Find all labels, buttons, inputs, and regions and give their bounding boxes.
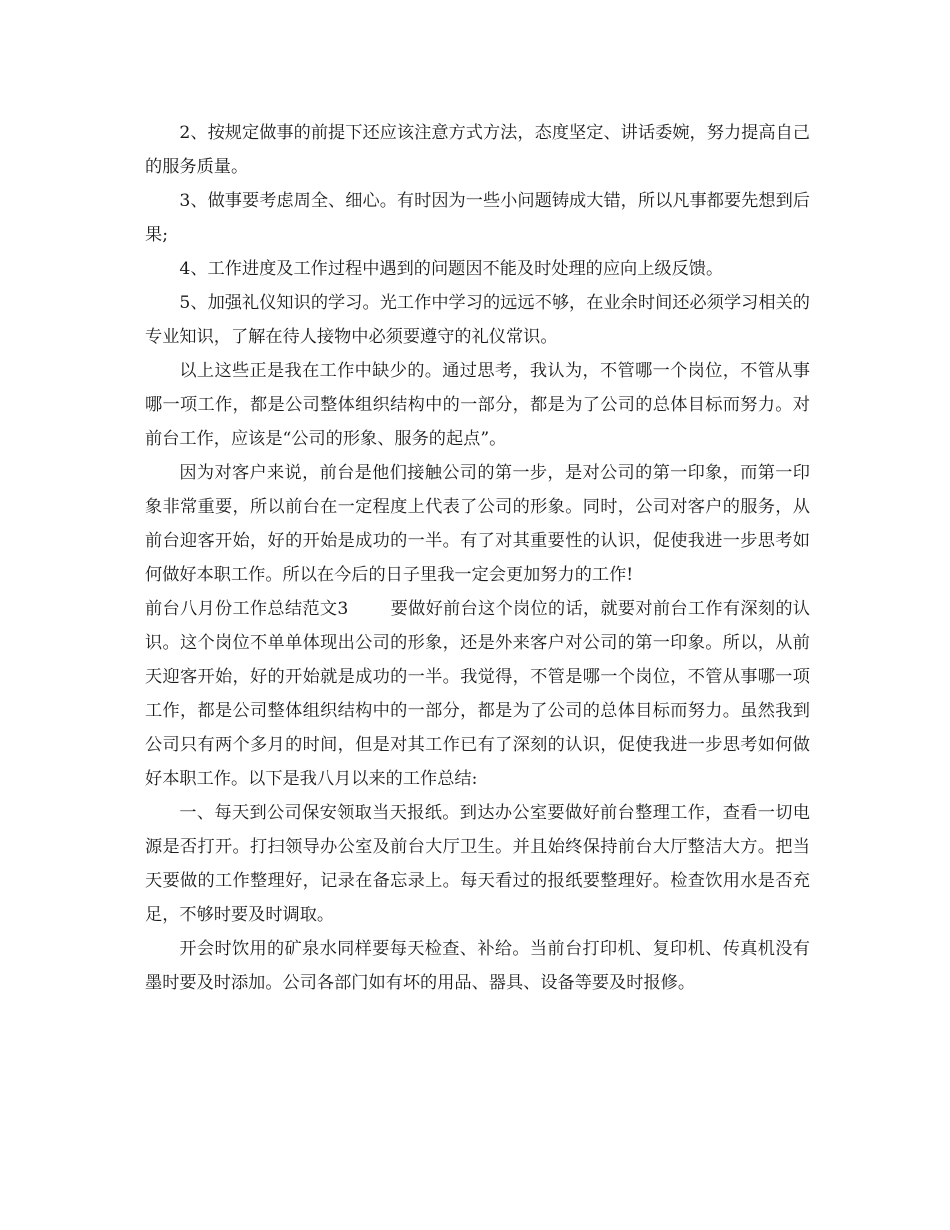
section-title: 前台八月份工作总结范文3 — [145, 599, 349, 619]
paragraph-item-2: 2、按规定做事的前提下还应该注意方式方法，态度坚定、讲话委婉，努力提高自己的服务质量。 — [145, 123, 810, 177]
section-paragraph — [145, 592, 810, 796]
paragraph-item-4: 4、工作进度及工作过程中遇到的问题因不能及时处理的应向上级反馈。 — [179, 259, 724, 279]
paragraph-reception-importance: 因为对客户来说，前台是他们接触公司的第一步，是对公司的第一印象，而第一印象非常重要，所以前台在一定程度上代表了公司的形象。同时，公司对客户的服务，从前台迎客开始，好的开始是成功的一半。有了对其重要性的认识，促使我进一步思考如何做好本职工作。所以在今后的日子里我一定会更加努力的工作! — [145, 463, 810, 585]
section-text: 要做好前台这个岗位的话，就要对前台工作有深刻的认识。这个岗位不单单体现出公司的形象，还是外来客户对公司的第一印象。所以，从前天迎客开始，好的开始就是成功的一半。我觉得，不管是哪一个岗位，不管从事哪一项工作，都是公司整体组织结构中的一部分，都是为了公司的总体目标而努力。虽然我到公司只有两个多月的时间，但是对其工作已有了深刻的认识，促使我进一步思考如何做好本职工作。以下是我八月以来的工作总结: — [145, 599, 810, 789]
paragraph-meeting-supplies: 开会时饮用的矿泉水同样要每天检查、补给。当前台打印机、复印机、传真机没有墨时要及时添加。公司各部门如有坏的用品、器具、设备等要及时报修。 — [145, 939, 810, 993]
paragraph-daily-tasks: 一、每天到公司保安领取当天报纸。到达办公室要做好前台整理工作，查看一切电源是否打开。打扫领导办公室及前台大厅卫生。并且始终保持前台大厅整洁大方。把当天要做的工作整理好，记录在备忘录上。每天看过的报纸要整理好。检查饮用水是否充足，不够时要及时调取。 — [145, 803, 810, 925]
paragraph-item-3: 3、做事要考虑周全、细心。有时因为一些小问题铸成大错，所以凡事都要先想到后果; — [145, 191, 810, 245]
paragraph-summary: 以上这些正是我在工作中缺少的。通过思考，我认为，不管哪一个岗位，不管从事哪一项工作，都是公司整体组织结构中的一部分，都是为了公司的总体目标而努力。对前台工作，应该是“公司的形象、服务的起点”。 — [145, 361, 810, 449]
document-body — [145, 116, 810, 1000]
paragraph-item-5: 5、加强礼仪知识的学习。光工作中学习的远远不够，在业余时间还必须学习相关的专业知识，了解在待人接物中必须要遵守的礼仪常识。 — [145, 293, 810, 347]
